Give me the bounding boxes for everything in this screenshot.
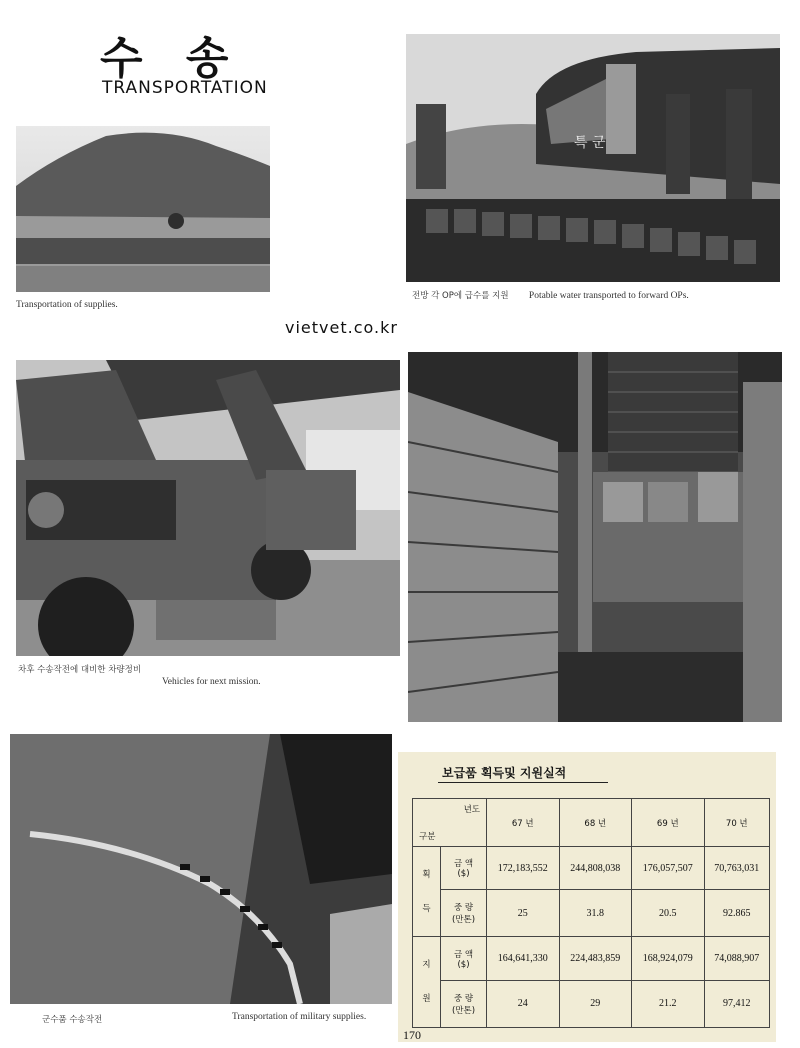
table-cell: 172,183,552 xyxy=(487,847,560,890)
table-row xyxy=(413,937,770,980)
caption-supplies: Transportation of supplies. xyxy=(16,300,118,310)
table-cell: 31.8 xyxy=(559,890,632,937)
table-cell: 24 xyxy=(487,980,560,1027)
year-header: 68 년 xyxy=(559,799,632,847)
table-cell: 176,057,507 xyxy=(632,847,705,890)
table-cell: 97,412 xyxy=(704,980,769,1027)
row-label: 금 액 ($) xyxy=(441,847,487,890)
table-row xyxy=(413,847,770,890)
photo-vehicle-maintenance xyxy=(16,360,400,656)
table-cell: 224,483,859 xyxy=(559,937,632,980)
caption-military-english: Transportation of military supplies. xyxy=(232,1012,367,1022)
row-label: 중 량 (만톤) xyxy=(441,890,487,937)
year-header: 70 년 xyxy=(704,799,769,847)
group-label-support: 지 원 xyxy=(413,937,441,1028)
table-row xyxy=(413,890,770,937)
table-header-row xyxy=(413,799,770,847)
helicopter-marking: 특 군 xyxy=(574,135,606,151)
table-cell: 21.2 xyxy=(632,980,705,1027)
table-cell: 29 xyxy=(559,980,632,1027)
row-label: 중 량 (만톤) xyxy=(441,980,487,1027)
caption-vehicles-english: Vehicles for next mission. xyxy=(162,677,261,687)
site-watermark: vietvet.co.kr xyxy=(285,318,398,337)
table-title: 보급품 획득및 지원실적 xyxy=(442,766,567,780)
page-title-english: TRANSPORTATION xyxy=(102,78,268,98)
corner-year-label: 년도 xyxy=(463,805,480,815)
photo-helicopter-water xyxy=(406,34,780,282)
caption-military-korean: 군수품 수송작전 xyxy=(42,1015,103,1025)
supply-statistics-table xyxy=(412,798,770,1028)
photo-military-supply-transport xyxy=(10,734,392,1004)
table-cell: 20.5 xyxy=(632,890,705,937)
caption-water-korean: 전방 각 OP에 급수를 지원 xyxy=(412,291,509,301)
corner-category-label: 구분 xyxy=(419,832,436,842)
year-header: 69 년 xyxy=(632,799,705,847)
page-number: 170 xyxy=(403,1028,421,1042)
table-cell: 70,763,031 xyxy=(704,847,769,890)
table-cell: 168,924,079 xyxy=(632,937,705,980)
table-cell: 25 xyxy=(487,890,560,937)
caption-water-english: Potable water transported to forward OPs. xyxy=(528,291,689,301)
year-header: 67 년 xyxy=(487,799,560,847)
table-row xyxy=(413,980,770,1027)
page-title-korean: 수 송 xyxy=(100,33,243,84)
row-label: 금 액 ($) xyxy=(441,937,487,980)
caption-vehicles-korean: 차후 수송작전에 대비한 차량정비 xyxy=(18,665,142,675)
group-label-acquisition: 획 득 xyxy=(413,847,441,937)
table-title-underline xyxy=(438,782,608,783)
table-corner-cell xyxy=(413,799,487,847)
table-cell: 92.865 xyxy=(704,890,769,937)
photo-supply-transport xyxy=(16,126,270,292)
supply-statistics-panel xyxy=(398,752,776,1042)
table-cell: 244,808,038 xyxy=(559,847,632,890)
table-cell: 164,641,330 xyxy=(487,937,560,980)
photo-warehouse xyxy=(408,352,782,722)
table-cell: 74,088,907 xyxy=(704,937,769,980)
caption-water xyxy=(412,289,689,301)
